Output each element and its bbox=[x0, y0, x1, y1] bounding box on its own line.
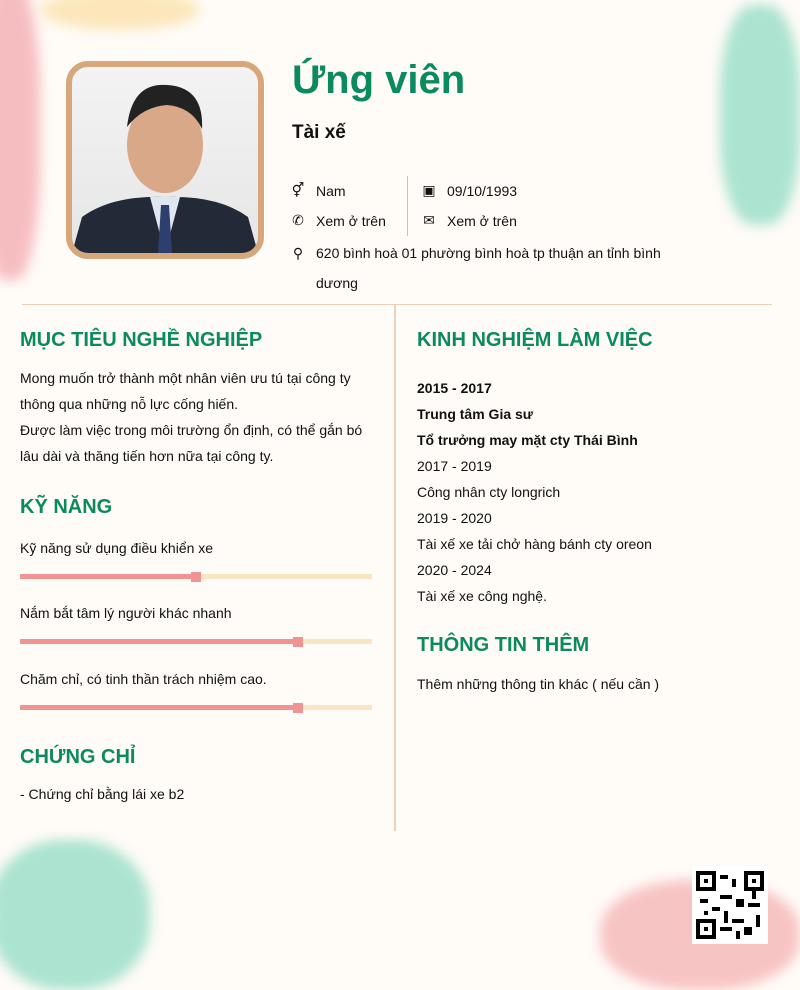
email-value: Xem ở trên bbox=[447, 212, 517, 229]
skill-bar bbox=[20, 574, 372, 579]
envelope-icon: ✉ bbox=[423, 212, 435, 228]
extra-info-text: Thêm những thông tin khác ( nếu cần ) bbox=[417, 676, 660, 692]
skill-label: Kỹ năng sử dụng điều khiển xe bbox=[20, 540, 214, 556]
calendar-icon: ▣ bbox=[422, 182, 436, 198]
experience-period: 2019 - 2020 bbox=[417, 510, 492, 526]
certificates-heading: CHỨNG CHỈ bbox=[20, 746, 136, 768]
extra-info-heading: THÔNG TIN THÊM bbox=[417, 634, 590, 656]
experience-role: Tài xế xe công nghệ. bbox=[417, 588, 547, 604]
email-info bbox=[421, 212, 517, 229]
experience-list bbox=[417, 375, 652, 609]
candidate-name: Ứng viên bbox=[292, 58, 466, 102]
header-divider bbox=[22, 304, 772, 305]
experience-role: Công nhân cty longrich bbox=[417, 484, 561, 500]
objective-line: Mong muốn trở thành một nhân viên ưu tú tại công ty bbox=[20, 370, 351, 386]
watercolor-yellow-top bbox=[40, 0, 200, 30]
objective-heading: MỤC TIÊU NGHỀ NGHIỆP bbox=[20, 329, 263, 351]
experience-role: Tổ trưởng may mặt cty Thái Bình bbox=[417, 432, 638, 448]
objective-line: thông qua những nỗ lực cống hiến. bbox=[20, 396, 239, 412]
experience-role: Tài xế xe tải chở hàng bánh cty oreon bbox=[417, 536, 652, 552]
phone-info bbox=[290, 212, 386, 229]
experience-period: 2017 - 2019 bbox=[417, 458, 492, 474]
objective-line: Được làm việc trong môi trường ổn định, có thể gắn bó bbox=[20, 422, 363, 438]
skill-label: Chăm chỉ, có tinh thần trách nhiệm cao. bbox=[20, 671, 267, 687]
address-value: 620 bình hoà 01 phường bình hoà tp thuận an tỉnh bình dương bbox=[316, 245, 661, 291]
objective-text bbox=[20, 365, 362, 469]
gender-icon: ⚥ bbox=[291, 182, 305, 198]
objective-line: lâu dài và thăng tiến hơn nữa tại công ty. bbox=[20, 448, 274, 464]
qr-code bbox=[692, 866, 768, 944]
watercolor-teal-top-right bbox=[720, 5, 800, 225]
info-divider bbox=[407, 176, 408, 236]
skill-bar-fill bbox=[20, 574, 196, 579]
skill-bar bbox=[20, 705, 372, 710]
certificate-item: - Chứng chỉ bằng lái xe b2 bbox=[20, 786, 185, 802]
skill-bar bbox=[20, 639, 372, 644]
candidate-position: Tài xế bbox=[292, 122, 346, 143]
phone-icon: ✆ bbox=[292, 212, 304, 228]
experience-heading: KINH NGHIỆM LÀM VIỆC bbox=[417, 329, 653, 351]
experience-company: Trung tâm Gia sư bbox=[417, 406, 533, 422]
phone-value: Xem ở trên bbox=[316, 212, 386, 229]
experience-period: 2015 - 2017 bbox=[417, 380, 492, 396]
gender-info bbox=[290, 182, 346, 199]
skill-bar-fill bbox=[20, 705, 298, 710]
skill-label: Nắm bắt tâm lý người khác nhanh bbox=[20, 605, 232, 621]
experience-period: 2020 - 2024 bbox=[417, 562, 492, 578]
location-icon: ⚲ bbox=[292, 245, 304, 261]
gender-value: Nam bbox=[316, 182, 346, 199]
birthday-value: 09/10/1993 bbox=[447, 182, 518, 199]
birthday-info bbox=[421, 182, 517, 199]
column-divider bbox=[394, 305, 396, 831]
watercolor-teal-bottom-left bbox=[0, 840, 150, 990]
watercolor-pink-top-left bbox=[0, 0, 40, 280]
skill-bar-fill bbox=[20, 639, 298, 644]
profile-photo bbox=[66, 61, 264, 259]
skills-heading: KỸ NĂNG bbox=[20, 496, 113, 518]
address-info bbox=[290, 238, 670, 298]
